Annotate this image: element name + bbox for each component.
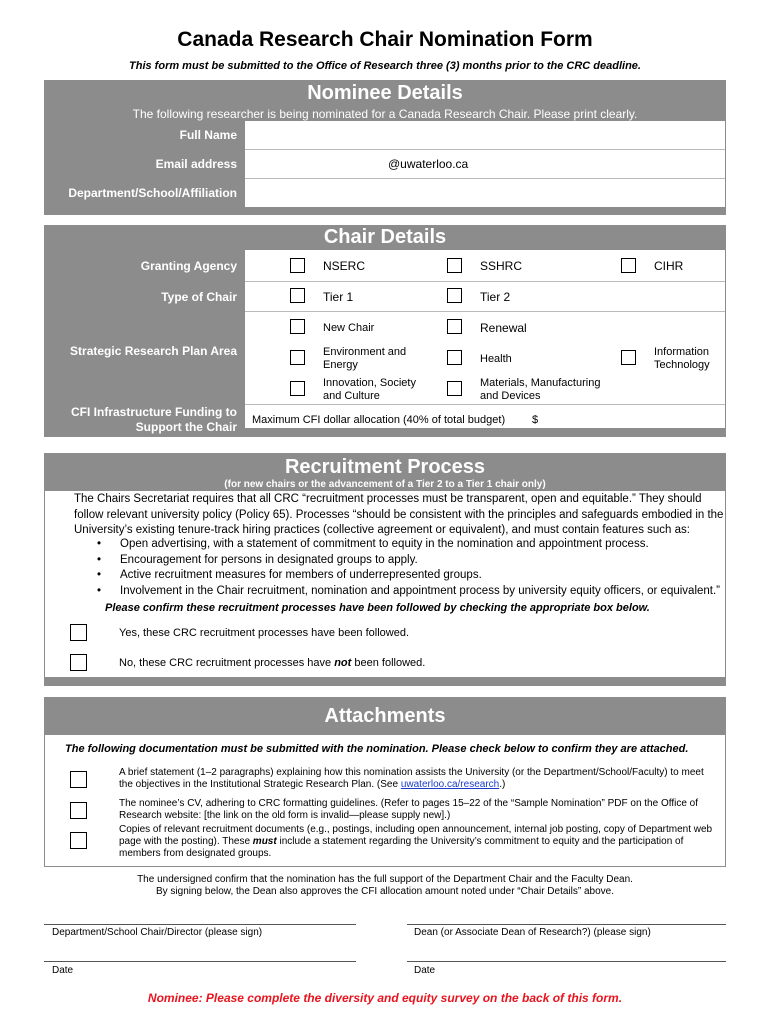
new-chair-checkbox[interactable]	[290, 319, 305, 334]
page-subtitle: This form must be submitted to the Office of Research three (3) months prior to the CRC deadline.	[129, 60, 641, 72]
innovation-label: Innovation, Society and Culture	[323, 377, 416, 402]
environment-checkbox[interactable]	[290, 350, 305, 365]
full-name-label: Full Name	[179, 128, 237, 142]
recruitment-confirm: Please confirm these recruitment processes have been followed by checking the appropriate box below.	[105, 602, 650, 614]
attachment-statement-text: A brief statement (1–2 paragraphs) explaining how this nomination assists the University (or the Department/School/Faculty) to meet the objectives in the Institutional Strategic Research Plan. (See uwaterloo.ca/research.)	[119, 767, 704, 790]
strategic-plan-label: Strategic Research Plan Area	[70, 344, 237, 358]
recruitment-intro: The Chairs Secretariat requires that all CRC “recruitment processes must be transparent, open and equitable.” They should follow relevant university policy (Policy 65). Processes “should be consistent with the principles and safeguards embodied in the University’s existing tenure-track hiring practices (collective agreement or equivalent), and must contain features such as:	[74, 493, 724, 536]
email-domain: @uwaterloo.ca	[388, 157, 469, 171]
nserc-label: NSERC	[323, 259, 366, 273]
dept-chair-signature-line[interactable]	[44, 924, 356, 925]
materials-checkbox[interactable]	[447, 381, 462, 396]
sshrc-label: SSHRC	[480, 259, 523, 273]
date-right-label: Date	[414, 965, 436, 976]
cfi-text: Maximum CFI dollar allocation (40% of total budget)	[252, 414, 506, 426]
bullet-item: • Encouragement for persons in designated groups to apply.	[97, 553, 418, 566]
recruitment-yes-checkbox[interactable]	[70, 624, 87, 641]
signature-statement-2: By signing below, the Dean also approves the CFI allocation amount noted under “Chair Details” above.	[155, 886, 615, 897]
signature-statement-1: The undersigned confirm that the nomination has the full support of the Department Chair and the Faculty Dean.	[137, 874, 633, 885]
attachment-cv-text: The nominee’s CV, adhering to CRC formatting guidelines. (Refer to pages 15–22 of the “Sample Nomination” PDF on the Office of Research website: [the link on the old form is invalid—please supply new].)	[119, 798, 699, 821]
environment-label: Environment and Energy	[323, 346, 407, 371]
nominee-heading: Nominee Details	[307, 82, 463, 104]
health-label: Health	[480, 353, 512, 365]
cihr-label: CIHR	[654, 259, 684, 273]
chair-heading: Chair Details	[323, 226, 447, 248]
tier1-checkbox[interactable]	[290, 288, 305, 303]
email-field[interactable]	[245, 150, 725, 179]
bullet-item: • Active recruitment measures for members of underrepresented groups.	[97, 569, 482, 581]
footer-note: Nominee: Please complete the diversity and equity survey on the back of this form.	[147, 991, 623, 1005]
recruitment-bullets	[97, 537, 722, 599]
bullet-item: • Open advertising, with a statement of commitment to equity in the nomination and appointment process.	[97, 538, 649, 550]
recruitment-no-checkbox[interactable]	[70, 654, 87, 671]
innovation-checkbox[interactable]	[290, 381, 305, 396]
dean-signature-label: Dean (or Associate Dean of Research?) (please sign)	[414, 927, 651, 938]
renewal-checkbox[interactable]	[447, 319, 462, 334]
full-name-field[interactable]	[245, 121, 725, 150]
nominee-section	[44, 80, 726, 215]
recruitment-heading: Recruitment Process	[284, 456, 486, 478]
nserc-checkbox[interactable]	[290, 258, 305, 273]
attachment-docs-text: Copies of relevant recruitment documents (e.g., postings, including open announcement, internal job posting, copy of Department web page with the posting). These must include a statement regarding the University’s commitment to equity and the participation of members from designated groups.	[119, 824, 713, 859]
chair-section	[44, 225, 726, 437]
page-title: Canada Research Chair Nomination Form	[177, 28, 593, 51]
bullet-item: • Involvement in the Chair recruitment, nomination and appointment process by university equity officers, or equivalent.”	[97, 584, 721, 597]
health-checkbox[interactable]	[447, 350, 462, 365]
materials-label: Materials, Manufacturing and Devices	[480, 377, 601, 402]
sshrc-checkbox[interactable]	[447, 258, 462, 273]
recruitment-section	[44, 453, 726, 686]
email-label: Email address	[155, 157, 237, 171]
attachments-intro: The following documentation must be submitted with the nomination. Please check below to confirm they are attached.	[65, 743, 689, 755]
recruitment-yes-label: Yes, these CRC recruitment processes have been followed.	[119, 627, 410, 639]
date-right-line[interactable]	[407, 961, 726, 962]
recruitment-subheading: (for new chairs or the advancement of a Tier 2 to a Tier 1 chair only)	[224, 479, 546, 490]
type-of-chair-label: Type of Chair	[161, 290, 237, 304]
cfi-dollar-field[interactable]: $	[532, 414, 539, 426]
nominee-intro: The following researcher is being nominated for a Canada Research Chair. Please print clearly.	[132, 107, 638, 121]
granting-agency-label: Granting Agency	[140, 259, 237, 273]
department-label: Department/School/Affiliation	[68, 186, 237, 200]
renewal-label: Renewal	[480, 321, 527, 335]
recruitment-no-label: No, these CRC recruitment processes have not been followed.	[119, 657, 426, 669]
tier2-label: Tier 2	[480, 290, 511, 304]
cihr-checkbox[interactable]	[621, 258, 636, 273]
tier2-checkbox[interactable]	[447, 288, 462, 303]
attachments-section	[44, 697, 726, 867]
attachment-docs-checkbox[interactable]	[70, 832, 87, 849]
department-field[interactable]	[245, 179, 725, 207]
date-left-line[interactable]	[44, 961, 356, 962]
attachment-cv-checkbox[interactable]	[70, 802, 87, 819]
dean-signature-line[interactable]	[407, 924, 726, 925]
date-left-label: Date	[52, 965, 74, 976]
attachments-heading: Attachments	[324, 705, 446, 727]
tier1-label: Tier 1	[323, 290, 354, 304]
it-checkbox[interactable]	[621, 350, 636, 365]
dept-chair-signature-label: Department/School Chair/Director (please sign)	[52, 927, 263, 938]
new-chair-label: New Chair	[323, 322, 375, 334]
research-link[interactable]: uwaterloo.ca/research	[400, 779, 500, 790]
it-label: Information Technology	[654, 346, 710, 371]
attachment-statement-checkbox[interactable]	[70, 771, 87, 788]
cfi-label: CFI Infrastructure Funding to Support the Chair	[71, 405, 237, 434]
